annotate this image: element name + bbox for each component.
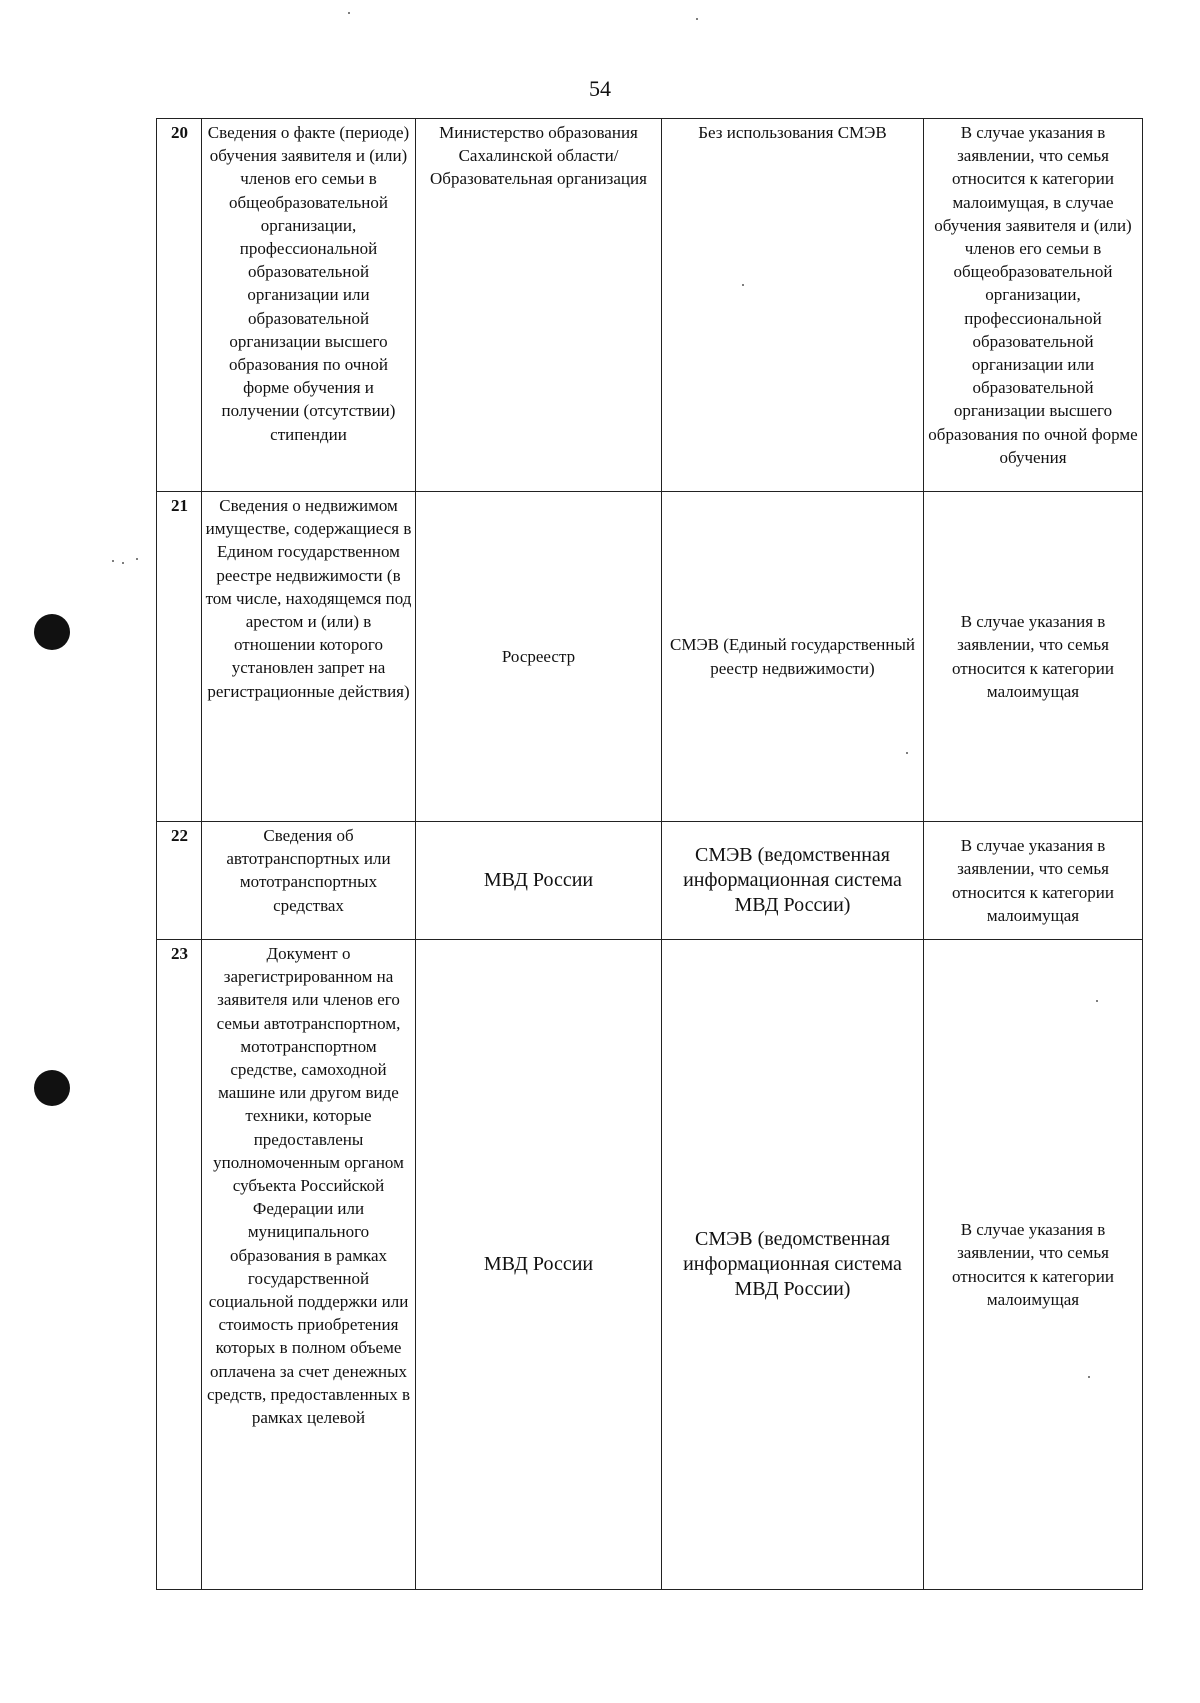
- method-cell: СМЭВ (ведомственная информационная система МВД России): [662, 822, 924, 940]
- scan-speck: [696, 18, 698, 20]
- provider-cell: МВД России: [416, 822, 662, 940]
- scan-speck: [112, 560, 114, 562]
- condition-cell: В случае указания в заявлении, что семья относится к категории малоимущая: [924, 940, 1143, 1590]
- row-number: 20: [157, 119, 202, 492]
- info-cell: Сведения об автотранспортных или мототранспортных средствах: [202, 822, 416, 940]
- condition-cell: В случае указания в заявлении, что семья относится к категории малоимущая, в случае обучения заявителя и (или) членов его семьи в общеобразовательной организации, профессиональной образовательной организации или образовательной организации высшего образования по очной форме обучения: [924, 119, 1143, 492]
- punch-hole-top: [34, 614, 70, 650]
- method-cell: Без использования СМЭВ: [662, 119, 924, 492]
- provider-cell: МВД России: [416, 940, 662, 1590]
- scan-speck: [348, 12, 350, 14]
- row-number: 21: [157, 492, 202, 822]
- condition-cell: В случае указания в заявлении, что семья относится к категории малоимущая: [924, 492, 1143, 822]
- method-cell: СМЭВ (ведомственная информационная система МВД России): [662, 940, 924, 1590]
- provider-cell: Росреестр: [416, 492, 662, 822]
- table-row: [157, 822, 1143, 940]
- page-number: 54: [589, 76, 611, 101]
- info-cell: Документ о зарегистрированном на заявителя или членов его семьи автотранспортном, мототранспортном средстве, самоходной машине или другом виде техники, которые предоставлены уполномоченным органом субъекта Российской Федерации или муниципального образования в рамках государственной социальной поддержки или стоимость приобретения которых в полном объеме оплачена за счет денежных средств, предоставленных в рамках целевой: [202, 940, 416, 1590]
- table-row: [157, 940, 1143, 1590]
- table-row: [157, 119, 1143, 492]
- scan-speck: [136, 558, 138, 560]
- scan-speck: [122, 562, 124, 564]
- row-number: 23: [157, 940, 202, 1590]
- table-row: [157, 492, 1143, 822]
- info-cell: Сведения о факте (периоде) обучения заявителя и (или) членов его семьи в общеобразовательной организации, профессиональной образовательной организации или образовательной организации высшего образования по очной форме обучения и получении (отсутствии) стипендии: [202, 119, 416, 492]
- row-number: 22: [157, 822, 202, 940]
- provider-cell: Министерство образования Сахалинской области/Образовательная организация: [416, 119, 662, 492]
- services-table: [156, 118, 1143, 1590]
- info-cell: Сведения о недвижимом имуществе, содержащиеся в Едином государственном реестре недвижимости (в том числе, находящемся под арестом и (или) в отношении которого установлен запрет на регистрационные действия): [202, 492, 416, 822]
- method-cell: СМЭВ (Единый государственный реестр недвижимости): [662, 492, 924, 822]
- punch-hole-bottom: [34, 1070, 70, 1106]
- condition-cell: В случае указания в заявлении, что семья относится к категории малоимущая: [924, 822, 1143, 940]
